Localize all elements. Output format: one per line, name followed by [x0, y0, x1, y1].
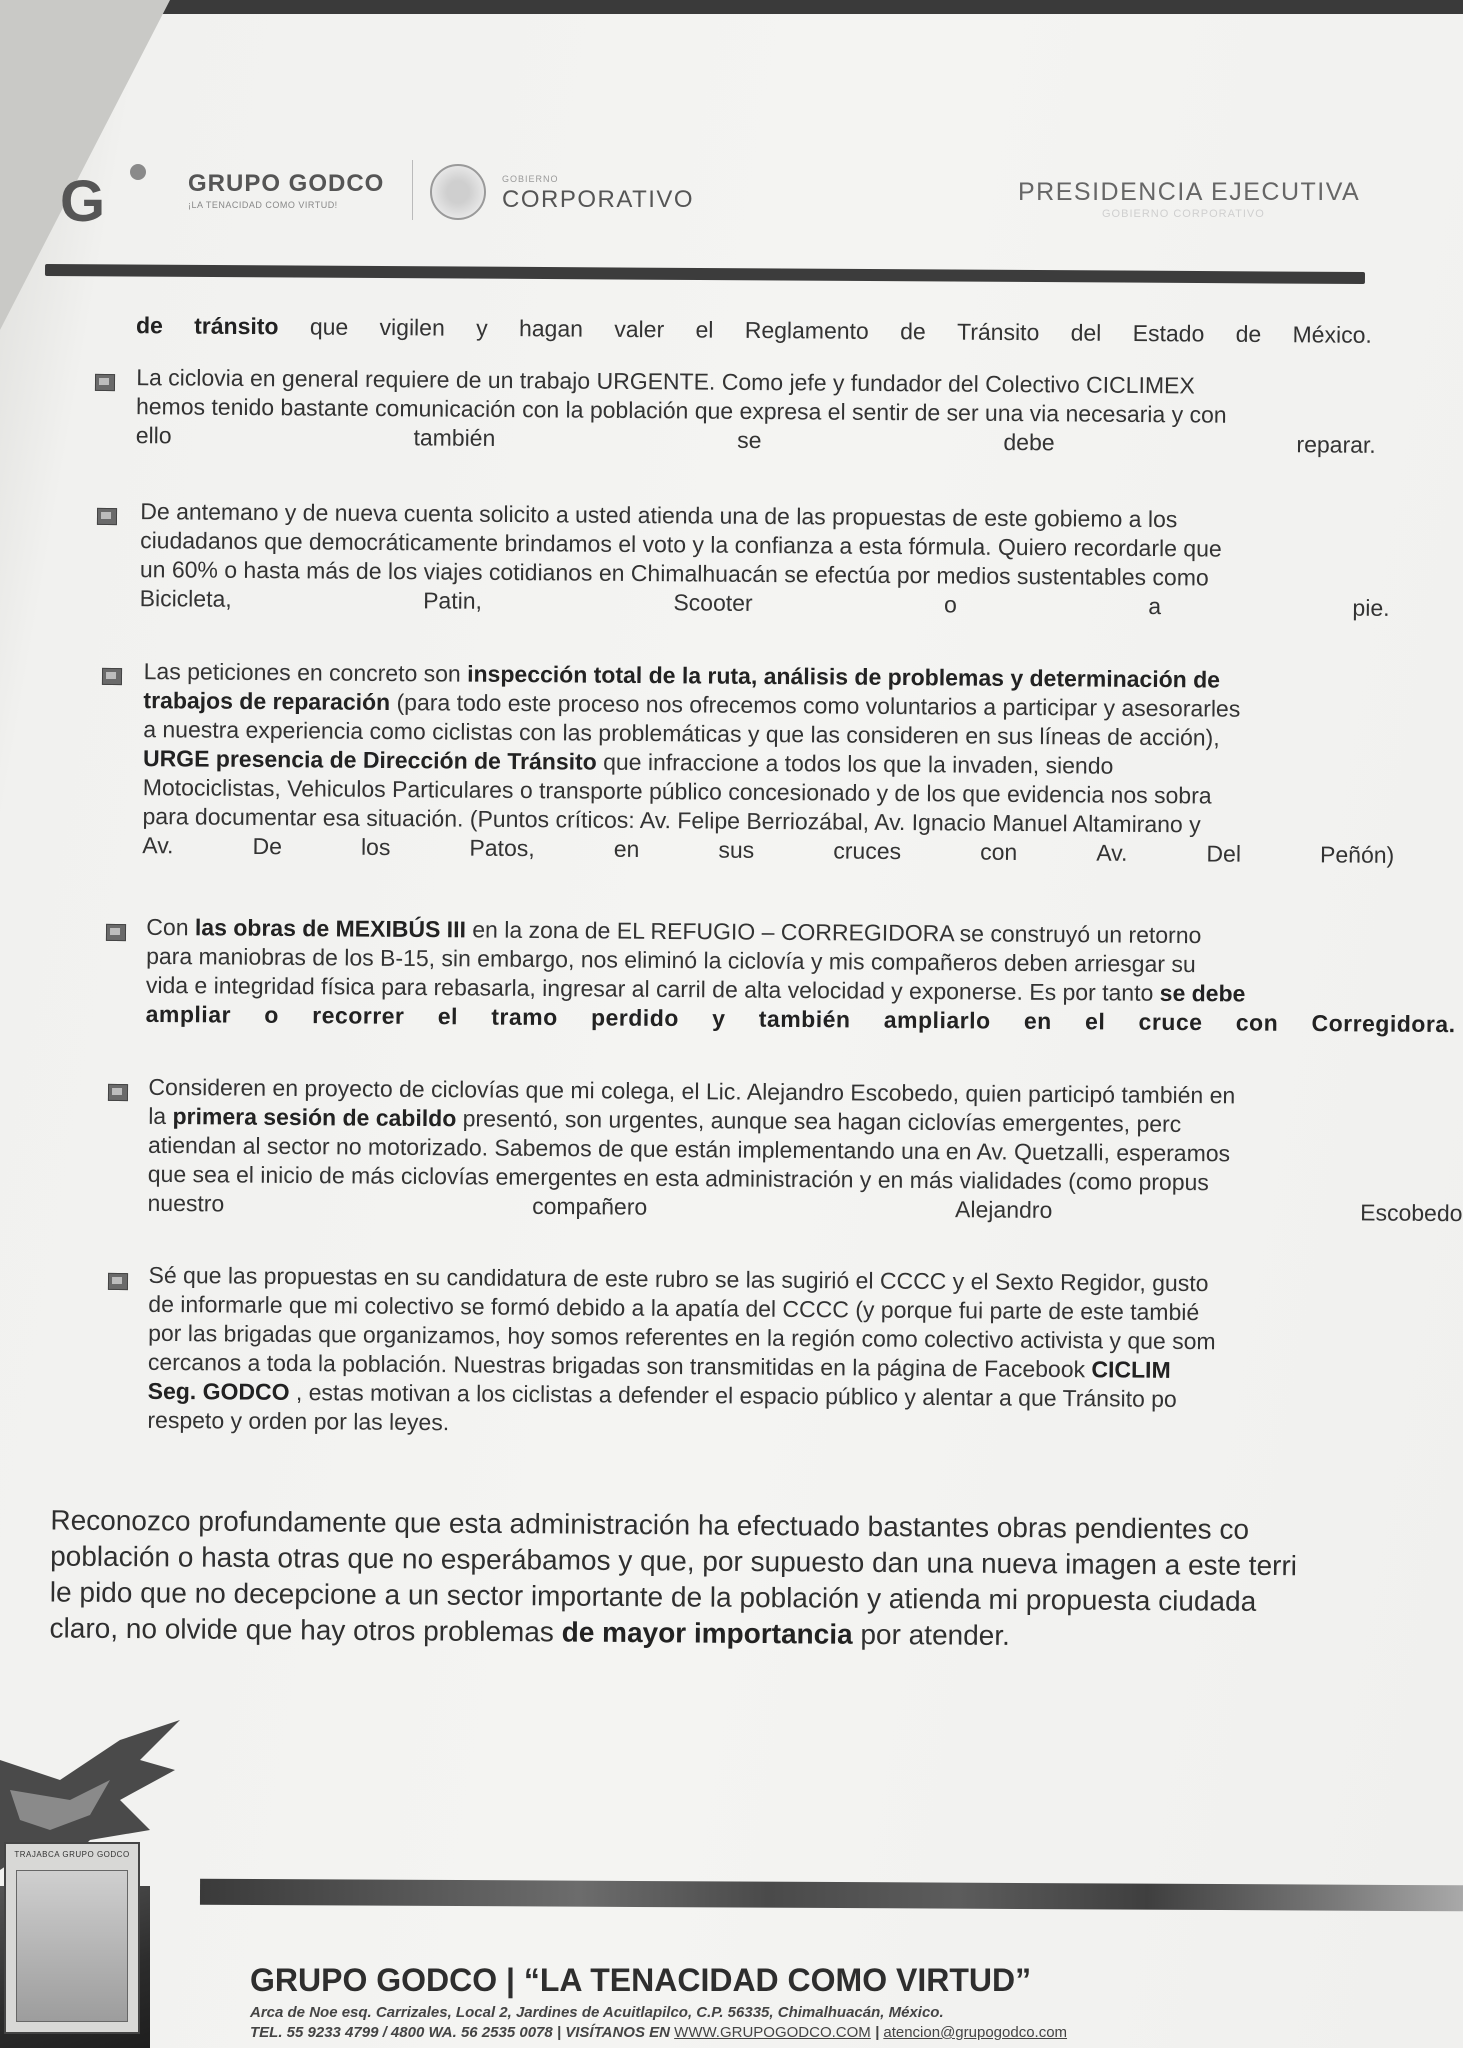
- text-line: para maniobras de los B-15, sin embargo, nos eliminó la ciclovía y mis compañeros deben arriesgar su: [146, 942, 1196, 978]
- footer-email-link[interactable]: atencion@grupogodco.com: [883, 2024, 1068, 2041]
- header-rule: [45, 264, 1365, 284]
- word: Alejandro: [955, 1196, 1053, 1223]
- text-line: hemos tenido bastante comunicación con la población que expresa el sentir de ser una via necesaria y con: [135, 393, 1227, 428]
- word: Del: [1206, 840, 1242, 867]
- letterhead: [60, 160, 1380, 240]
- text-line: a nuestra experiencia como ciclistas con las problemáticas y que las consideren en sus líneas de acción),: [143, 716, 1220, 751]
- word: nuestro: [147, 1189, 225, 1217]
- word: se: [737, 426, 762, 454]
- word: recorrer: [312, 1002, 405, 1029]
- bold-span: CICLIM: [1091, 1356, 1171, 1383]
- word: ello: [135, 422, 172, 449]
- word: los: [360, 833, 391, 861]
- word: tramo: [491, 1003, 558, 1031]
- word: reparar.: [1296, 431, 1376, 458]
- word: Av.: [1096, 839, 1128, 866]
- corporativo-label: CORPORATIVO: [502, 186, 695, 213]
- word: Scooter: [673, 589, 753, 616]
- text-line: le pido que no decepcione a un sector importante de la población y atienda mi propuesta ciudada: [49, 1576, 1257, 1617]
- text-line: respeto y orden por las leyes.: [147, 1406, 450, 1436]
- intro-word: que: [309, 313, 349, 340]
- gobierno-label: GOBIERNO: [502, 174, 559, 184]
- bold-span: de mayor importancia: [561, 1616, 853, 1650]
- bullet-icon: [102, 668, 122, 685]
- word: a: [1148, 593, 1162, 620]
- text-line: Sé que las propuestas en su candidatura de este rubro se las sugirió el CCCC y el Sexto Regidor, gusto: [148, 1261, 1209, 1297]
- bullet-icon: [95, 374, 115, 391]
- intro-word: del: [1070, 319, 1102, 346]
- text-span: la: [148, 1102, 173, 1130]
- top-edge-strip: [0, 0, 1463, 14]
- word: con: [980, 838, 1018, 865]
- bold-span: primera sesión de cabildo: [172, 1103, 457, 1132]
- bold-span: URGE presencia de Dirección de Tránsito: [142, 745, 597, 775]
- grupo-tagline: ¡LA TENACIDAD COMO VIRTUD!: [188, 200, 338, 210]
- word: también: [413, 424, 496, 451]
- intro-word: de: [135, 312, 163, 339]
- footer-phone: TEL. 55 9233 4799 / 4800 WA. 56 2535 0078 | VISÍTANOS EN: [250, 2024, 675, 2041]
- bold-span: se debe: [1159, 979, 1246, 1007]
- intro-word: el: [695, 316, 714, 343]
- text-line: ciudadanos que democráticamente brindamos el voto y la confianza a esta fórmula. Quiero recordarle que: [140, 527, 1222, 562]
- bullet-icon: [97, 508, 117, 525]
- footer-contact: [250, 2024, 1067, 2041]
- word: Bicicleta,: [139, 585, 232, 612]
- bullet-icon: [106, 924, 126, 941]
- emblem-picture: [16, 1870, 128, 2022]
- paragraph-6: [147, 1261, 1463, 1445]
- footer-separator: |: [870, 2024, 884, 2041]
- word: Av.: [142, 832, 174, 859]
- text-line: un 60% o hasta más de los viajes cotidianos en Chimalhuacán se efectúa por medios sustentables como: [139, 556, 1209, 591]
- text-span: en la zona de EL REFUGIO – CORREGIDORA se construyó un retorno: [465, 916, 1202, 949]
- word: con: [1235, 1009, 1279, 1036]
- text-line: Reconozco profundamente que esta administración ha efectuado bastantes obras pendientes co: [50, 1504, 1250, 1545]
- intro-word: valer: [614, 315, 665, 343]
- footer-address: Arca de Noe esq. Carrizales, Local 2, Jardines de Acuitlapilco, C.P. 56335, Chimalhuacán, México.: [250, 2004, 944, 2021]
- grupo-name: GRUPO GODCO: [188, 170, 385, 197]
- word: Escobedo: [1360, 1199, 1463, 1227]
- bullet-icon: [108, 1273, 128, 1290]
- word: sus: [718, 836, 755, 863]
- paragraph-1: [136, 363, 1377, 460]
- logo-dot-icon: [130, 164, 146, 180]
- word: Corregidora.: [1311, 1010, 1456, 1038]
- word: cruce: [1138, 1008, 1203, 1036]
- emblem-label: TRAJABCA GRUPO GODCO: [14, 1850, 130, 1859]
- word: en: [613, 835, 640, 862]
- text-span: presentó, son urgentes, aunque sea hagan ciclovías emergentes, perc: [456, 1105, 1182, 1137]
- header-divider: [412, 160, 413, 220]
- text-span: , estas motivan a los ciclistas a defender el espacio público y alentar a que Tránsito po: [289, 1378, 1177, 1412]
- intro-word: Tránsito: [956, 318, 1040, 346]
- intro-word: de: [1235, 320, 1262, 347]
- text-line: por las brigadas que organizamos, hoy somos referentes en la región como colectivo activista y que som: [148, 1319, 1216, 1355]
- intro-word: vigilen: [379, 314, 445, 341]
- bold-span: las obras de MEXIBÚS III: [194, 914, 467, 943]
- text-line: Consideren en proyecto de ciclovías que mi colega, el Lic. Alejandro Escobedo, quien participó también en: [148, 1073, 1236, 1109]
- intro-word: de: [900, 318, 926, 345]
- paragraph-3: [142, 657, 1396, 870]
- text-line: población o hasta otras que no esperábamos y que, por supuesto dan una nueva imagen a este terri: [50, 1540, 1298, 1582]
- word: y: [712, 1005, 726, 1032]
- godco-emblem-icon: [4, 1842, 140, 2034]
- government-seal-icon: [430, 164, 486, 220]
- footer-bar: [200, 1879, 1463, 1912]
- paragraph-2: [140, 497, 1391, 623]
- text-span: Con: [146, 913, 196, 941]
- footer-title: GRUPO GODCO | “LA TENACIDAD COMO VIRTUD”: [250, 1962, 1032, 1998]
- word: ampliarlo: [883, 1006, 991, 1034]
- text-line: atiendan al sector no motorizado. Sabemos de que están implementando una en Av. Quetzalli, esperamos: [147, 1131, 1231, 1167]
- text-span: por atender.: [852, 1618, 1010, 1651]
- word: pie.: [1352, 594, 1390, 621]
- word: también: [758, 1005, 851, 1033]
- text-line: para documentar esa situación. (Puntos críticos: Av. Felipe Berriozábal, Av. Ignacio Manuel Altamirano y: [142, 803, 1201, 838]
- intro-line: [136, 311, 1372, 350]
- bold-span: Seg. GODCO: [147, 1377, 290, 1405]
- closing-paragraph: [49, 1502, 1463, 1657]
- word: cruces: [833, 837, 902, 865]
- text-line: La ciclovia en general requiere de un trabajo URGENTE. Como jefe y fundador del Colectivo CICLIMEX: [136, 364, 1195, 399]
- intro-word: Estado: [1132, 319, 1205, 347]
- grupo-godco-logo-icon: G: [60, 169, 106, 234]
- text-span: (para todo este proceso nos ofrecemos como voluntarios a participar y asesorarles: [390, 689, 1241, 722]
- presidencia-subtitle: GOBIERNO CORPORATIVO: [1102, 208, 1265, 220]
- word: el: [1084, 1008, 1106, 1035]
- intro-word: hagan: [518, 315, 584, 342]
- word: De: [252, 832, 283, 860]
- intro-word: tránsito: [194, 312, 279, 340]
- text-span: vida e integridad física para rebasarla, ingresar al carril de alta velocidad y exponerse. Es por tanto: [145, 971, 1160, 1006]
- text-span: Las peticiones en concreto son: [143, 658, 468, 687]
- text-line: de informarle que mi colectivo se formó debido a la apatía del CCCC (y porque fui parte de este tambié: [148, 1290, 1200, 1326]
- word: debe: [1003, 428, 1055, 456]
- intro-word: y: [476, 314, 488, 341]
- bold-span: trabajos de reparación: [143, 687, 391, 716]
- word: en: [1023, 1007, 1052, 1034]
- word: Peñón): [1319, 841, 1395, 868]
- text-line: Motociclistas, Vehiculos Particulares o transporte público concesionado y de los que evidencia nos sobra: [142, 774, 1212, 809]
- word: ampliar: [145, 1000, 232, 1028]
- word: o: [264, 1001, 279, 1028]
- text-span: que infraccione a todos los que la invaden, siendo: [596, 748, 1114, 779]
- text-line: que sea el inicio de más ciclovías emergentes en esta administración y en más vialidades (como propus: [147, 1160, 1209, 1196]
- word: compañero: [532, 1192, 648, 1220]
- intro-word: Reglamento: [744, 316, 869, 344]
- word: Patin,: [423, 587, 483, 614]
- text-line: De antemano y de nueva cuenta solicito a usted atienda una de las propuestas de este gobiemo a los: [140, 498, 1178, 533]
- bold-span: inspección total de la ruta, análisis de problemas y determinación de: [467, 660, 1221, 693]
- text-span: cercanos a toda la población. Nuestras brigadas son transmitidas en la página de Facebook: [147, 1348, 1092, 1383]
- word: perdido: [590, 1004, 679, 1032]
- word: el: [437, 1003, 459, 1030]
- paragraph-4: [146, 913, 1457, 1039]
- text-span: claro, no olvide que hay otros problemas: [49, 1612, 562, 1648]
- word: o: [943, 591, 957, 618]
- bullet-icon: [108, 1084, 128, 1101]
- footer-website-link[interactable]: WWW.GRUPOGODCO.COM: [674, 2024, 871, 2041]
- word: Patos,: [469, 834, 535, 862]
- presidencia-title: PRESIDENCIA EJECUTIVA: [1018, 178, 1361, 206]
- paragraph-5: [147, 1073, 1463, 1228]
- intro-word: México.: [1292, 321, 1372, 348]
